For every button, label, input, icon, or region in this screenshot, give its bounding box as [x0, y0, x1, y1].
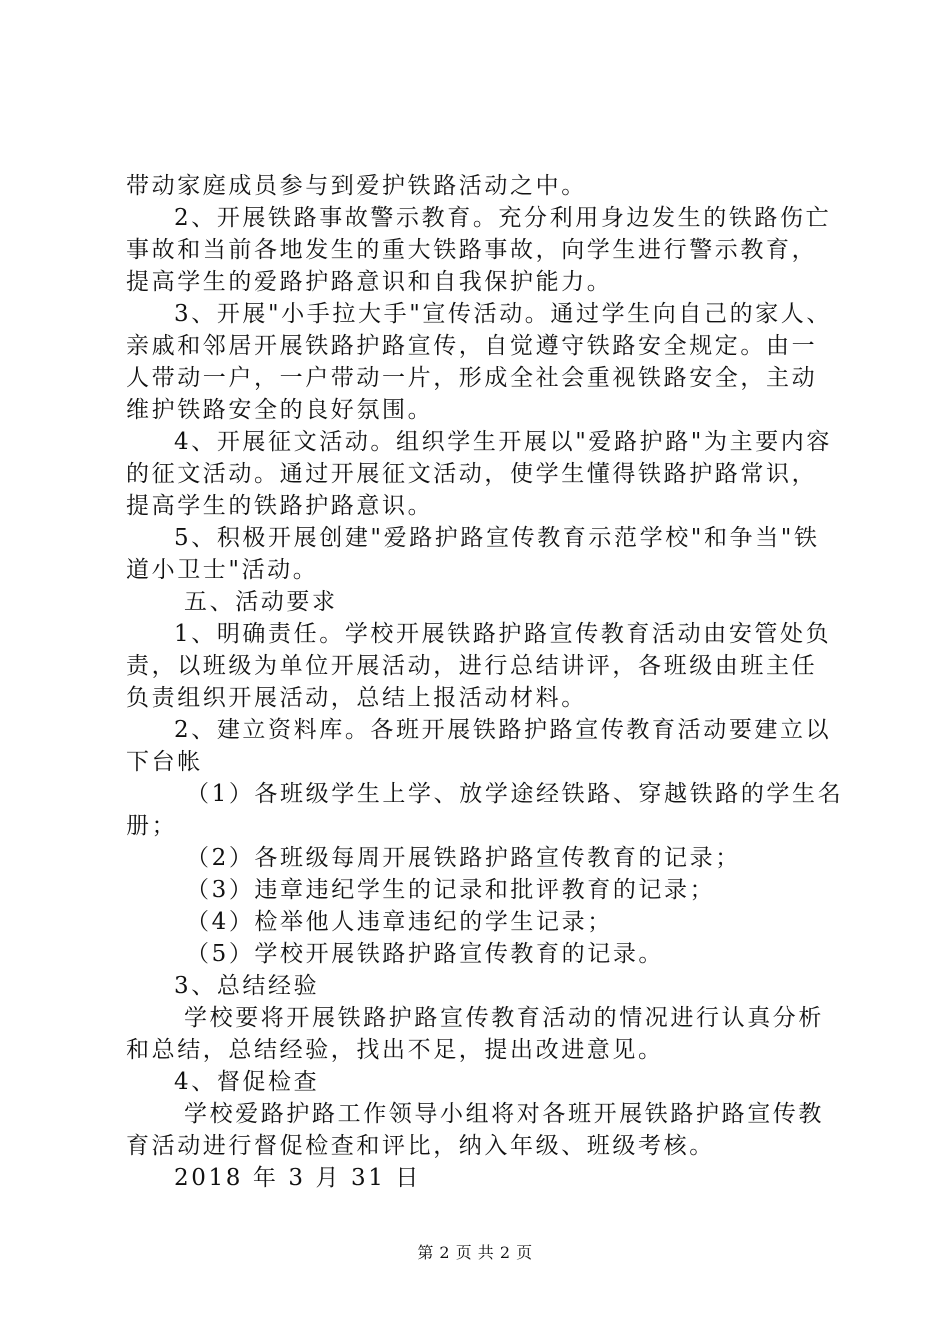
section-heading: 4、督促检查	[174, 1069, 320, 1095]
text-line: 2、开展铁路事故警示教育。充分利用身边发生的铁路伤亡	[174, 205, 832, 231]
list-item: （3）违章违纪学生的记录和批评教育的记录；	[186, 877, 716, 903]
text-line: 育活动进行督促检查和评比，纳入年级、班级考核。	[126, 1133, 715, 1159]
document-body	[126, 170, 844, 1194]
text-line: 带动家庭成员参与到爱护铁路活动之中。	[126, 173, 587, 199]
list-item: （2）各班级每周开展铁路护路宣传教育的记录；	[186, 845, 741, 871]
text-line: 2、建立资料库。各班开展铁路护路宣传教育活动要建立以	[174, 717, 832, 743]
text-line: 4、开展征文活动。组织学生开展以"爱路护路"为主要内容	[174, 429, 832, 455]
text-line: 负责组织开展活动，总结上报活动材料。	[126, 685, 587, 711]
text-line: 道小卫士"活动。	[126, 557, 319, 583]
page-number-footer: 第 2 页 共 2 页	[417, 1243, 533, 1262]
text-line: 提高学生的铁路护路意识。	[126, 493, 434, 519]
text-line: 下台帐	[126, 749, 203, 775]
text-line: 和总结，总结经验，找出不足，提出改进意见。	[126, 1037, 664, 1063]
text-line: 学校要将开展铁路护路宣传教育活动的情况进行认真分析	[184, 1005, 824, 1031]
text-line: 责，以班级为单位开展活动，进行总结讲评，各班级由班主任	[126, 653, 818, 679]
text-line: 提高学生的爱路护路意识和自我保护能力。	[126, 269, 613, 295]
list-item: （1）各班级学生上学、放学途经铁路、穿越铁路的学生名	[186, 781, 844, 807]
text-line: 人带动一户，一户带动一片，形成全社会重视铁路安全，主动	[126, 365, 818, 391]
list-item: （5）学校开展铁路护路宣传教育的记录。	[186, 941, 665, 967]
text-line: 维护铁路安全的良好氛围。	[126, 397, 434, 423]
text-line: 事故和当前各地发生的重大铁路事故，向学生进行警示教育，	[126, 237, 818, 263]
section-heading: 五、活动要求	[184, 589, 338, 615]
text-line: 5、积极开展创建"爱路护路宣传教育示范学校"和争当"铁	[174, 525, 820, 551]
document-date: 2018 年 3 月 31 日	[174, 1165, 421, 1191]
text-line: 册；	[126, 813, 178, 839]
text-line: 1、明确责任。学校开展铁路护路宣传教育活动由安管处负	[174, 621, 832, 647]
section-heading: 3、总结经验	[174, 973, 320, 999]
text-line: 3、开展"小手拉大手"宣传活动。通过学生向自己的家人、	[174, 301, 832, 327]
text-line: 亲戚和邻居开展铁路护路宣传，自觉遵守铁路安全规定。由一	[126, 333, 818, 359]
list-item: （4）检举他人违章违纪的学生记录；	[186, 909, 613, 935]
text-line: 的征文活动。通过开展征文活动，使学生懂得铁路护路常识，	[126, 461, 818, 487]
text-line: 学校爱路护路工作领导小组将对各班开展铁路护路宣传教	[184, 1101, 824, 1127]
